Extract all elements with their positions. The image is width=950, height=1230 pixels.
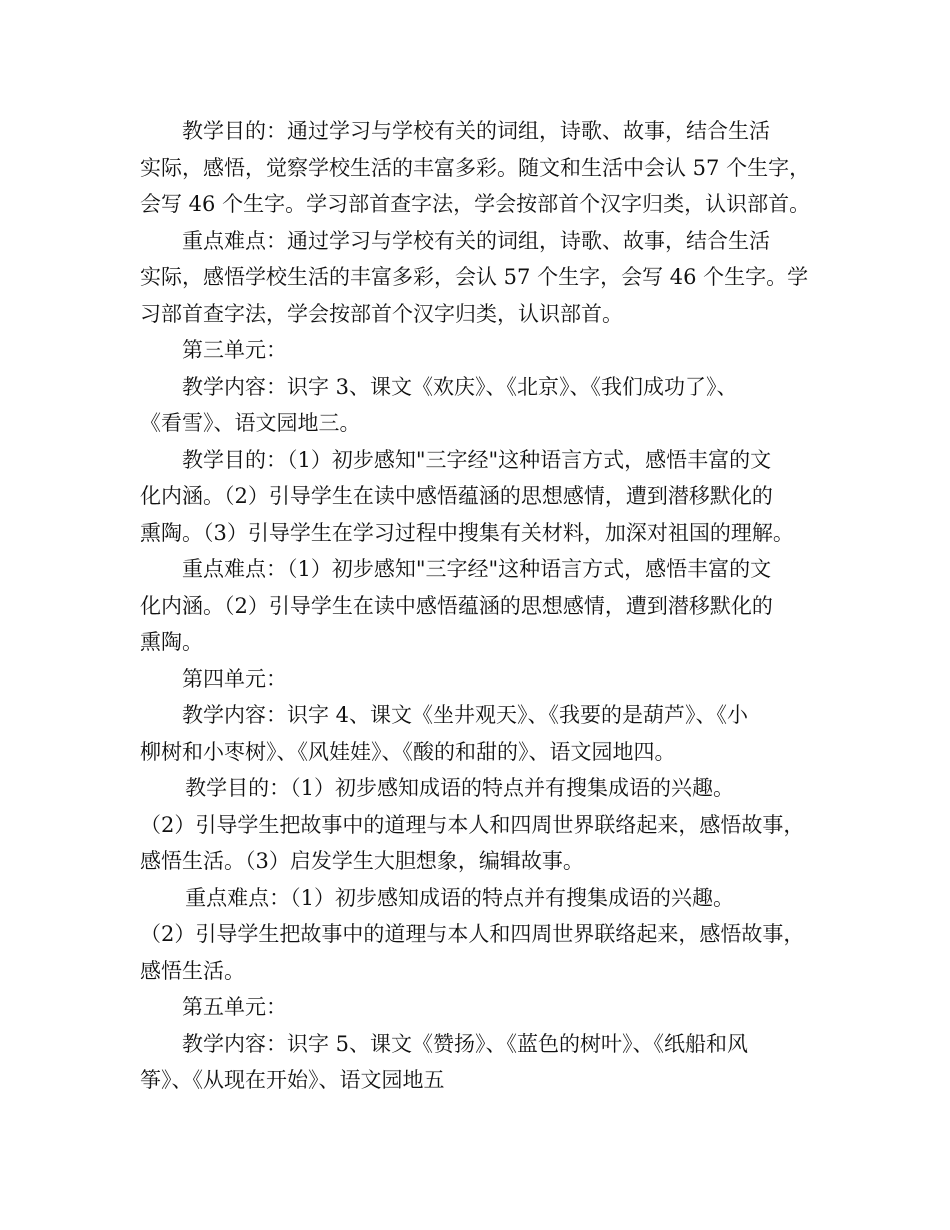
paragraph-key-points-unit-4 bbox=[140, 880, 816, 990]
text-line: 熏陶。 bbox=[140, 630, 203, 654]
text-line: 熏陶。（3）引导学生在学习过程中搜集有关材料，加深对祖国的理解。 bbox=[140, 520, 794, 545]
paragraph-content-unit-4 bbox=[140, 697, 816, 770]
paragraph-goals-unit-3 bbox=[140, 442, 816, 552]
heading-unit-5 bbox=[140, 989, 816, 1026]
text-line: 重点难点：（1）初步感知成语的特点并有搜集成语的兴趣。 bbox=[185, 885, 734, 910]
text-line: 化内涵。（2）引导学生在读中感悟蕴涵的思想感情，遭到潜移默化的 bbox=[140, 593, 773, 618]
text-line: 教学内容：识字 3、课文《欢庆》、《北京》、《我们成功了》、 bbox=[182, 374, 738, 399]
text-line: 感悟生活。 bbox=[140, 958, 245, 983]
text-line: 柳树和小枣树》、《风娃娃》、《酸的和甜的》、语文园地四。 bbox=[140, 739, 676, 764]
text-line: 化内涵。（2）引导学生在读中感悟蕴涵的思想感情，遭到潜移默化的 bbox=[140, 484, 773, 508]
document-page bbox=[140, 113, 816, 1099]
paragraph-key-points-unit-2 bbox=[140, 223, 816, 333]
text-line: 实际，感悟学校生活的丰富多彩，会认 57 个生字，会写 46 个生字。学 bbox=[140, 265, 809, 289]
text-line: 实际，感悟，觉察学校生活的丰富多彩。随文和生活中会认 57 个生字， bbox=[140, 155, 811, 180]
paragraph-content-unit-5 bbox=[140, 1026, 816, 1099]
text-line: （2）引导学生把故事中的道理与本人和四周世界联络起来，感悟故事， bbox=[140, 922, 805, 946]
paragraph-content-unit-3 bbox=[140, 369, 816, 442]
text-line: 第四单元： bbox=[182, 666, 287, 691]
text-line: 重点难点：（1）初步感知"三字经"这种语言方式，感悟丰富的文 bbox=[182, 557, 772, 581]
heading-unit-4 bbox=[140, 661, 816, 698]
text-line: 第三单元： bbox=[182, 338, 287, 362]
heading-unit-3 bbox=[140, 332, 816, 369]
text-line: （2）引导学生把故事中的道理与本人和四周世界联络起来，感悟故事， bbox=[140, 812, 805, 837]
text-line: 教学目的：（1）初步感知成语的特点并有搜集成语的兴趣。 bbox=[185, 776, 734, 800]
paragraph-goals-unit-2 bbox=[140, 113, 816, 223]
text-line: 第五单元： bbox=[182, 995, 287, 1019]
text-line: 会写 46 个生字。学习部首查字法，学会按部首个汉字归类，认识部首。 bbox=[140, 192, 811, 216]
paragraph-goals-unit-4 bbox=[140, 770, 816, 880]
text-line: 筝》、《从现在开始》、语文园地五 bbox=[140, 1068, 445, 1092]
text-line: 教学内容：识字 5、课文《赞扬》、《蓝色的树叶》、《纸船和风 bbox=[182, 1031, 749, 1056]
text-line: 教学内容：识字 4、课文《坐井观天》、《我要的是葫芦》、《小 bbox=[182, 703, 749, 727]
text-line: 教学目的：（1）初步感知"三字经"这种语言方式，感悟丰富的文 bbox=[182, 447, 772, 472]
text-line: 重点难点：通过学习与学校有关的词组，诗歌、故事，结合生活 bbox=[182, 228, 770, 253]
paragraph-key-points-unit-3 bbox=[140, 551, 816, 661]
text-line: 教学目的：通过学习与学校有关的词组，诗歌、故事，结合生活 bbox=[182, 119, 770, 143]
text-line: 《看雪》、语文园地三。 bbox=[140, 411, 361, 435]
text-line: 习部首查字法，学会按部首个汉字归类，认识部首。 bbox=[140, 301, 623, 326]
text-line: 感悟生活。（3）启发学生大胆想象，编辑故事。 bbox=[140, 849, 584, 873]
